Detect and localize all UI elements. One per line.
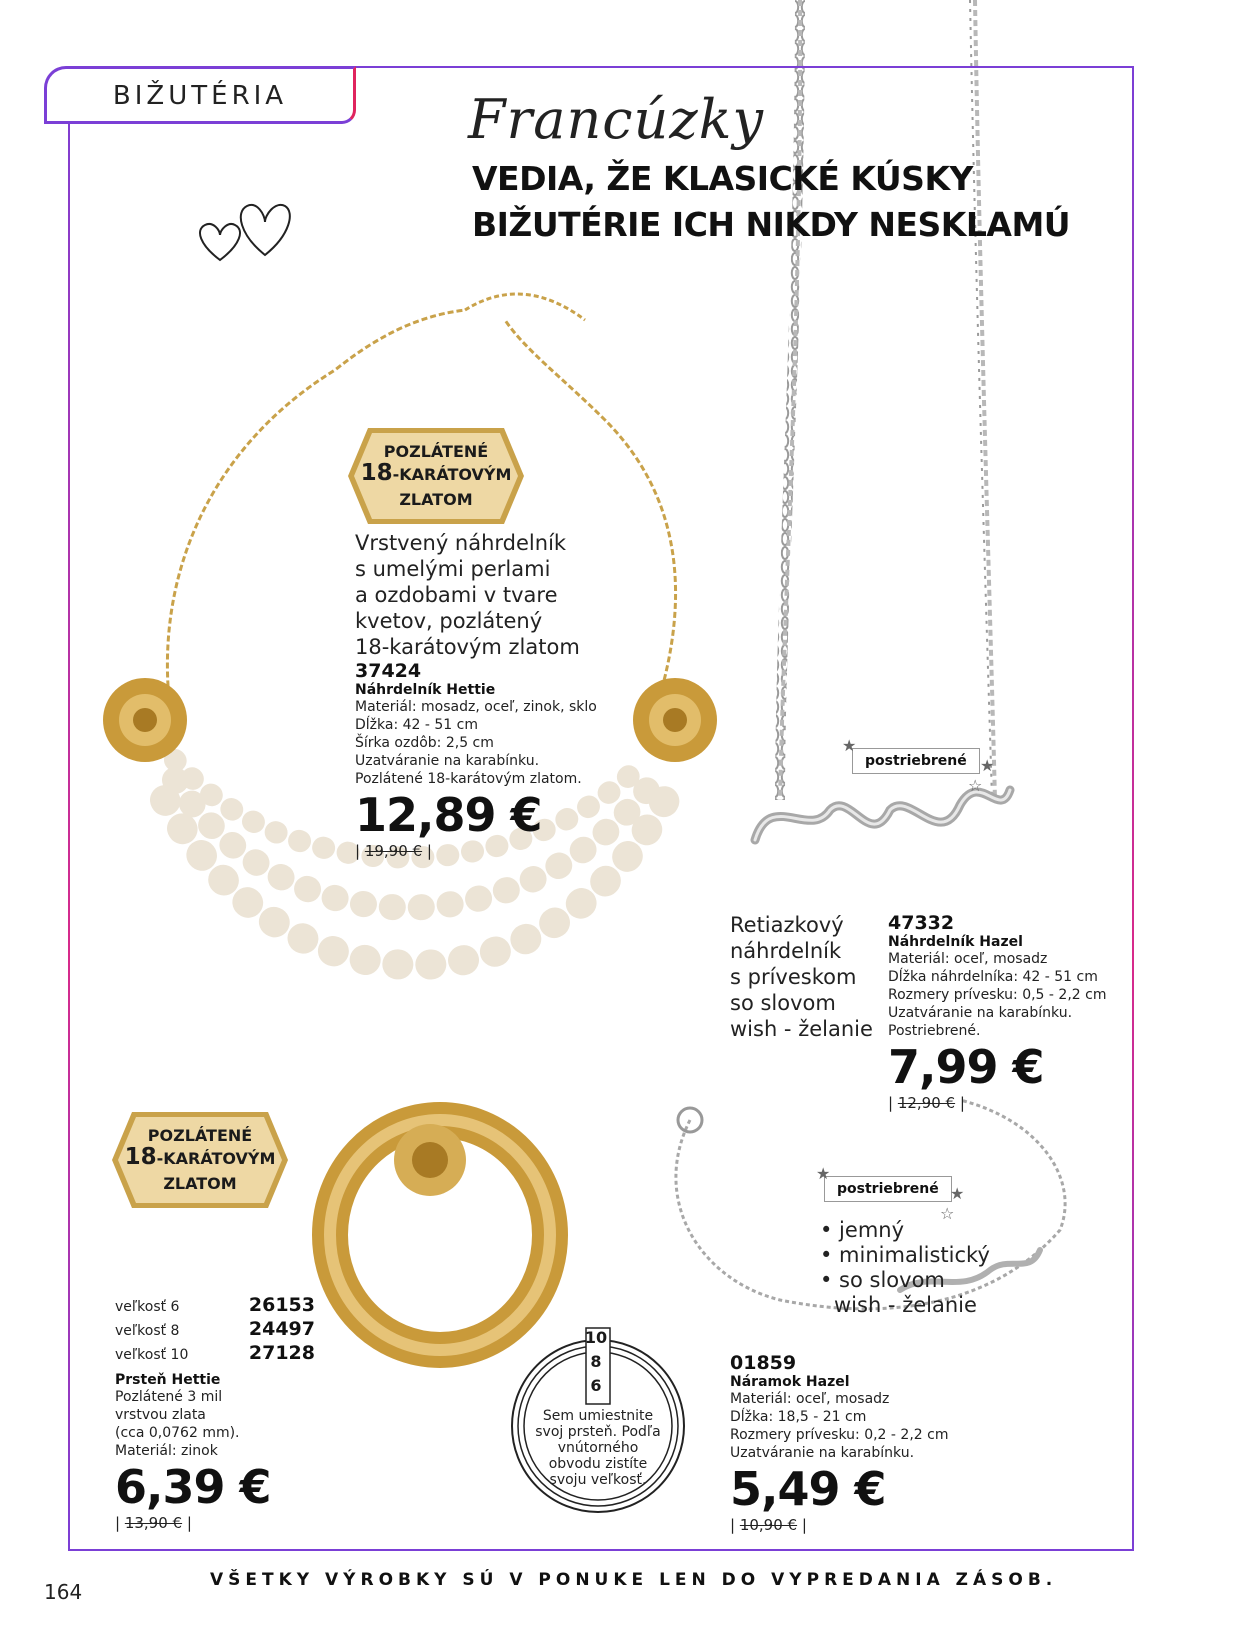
product-specs: Pozlátené 3 mil vrstvou zlata (cca 0,0762 mm). Materiál: zinok <box>115 1389 240 1459</box>
page-number: 164 <box>44 1580 83 1604</box>
product-specs: Materiál: mosadz, oceľ, zinok, sklo Dĺžka: 42 - 51 cm Šírka ozdôb: 2,5 cm Uzatváranie na karabínku. Pozlátené 18-karátovým zlatom. <box>355 699 597 787</box>
badge-line3: ZLATOM <box>163 1174 237 1193</box>
bracelet-hazel-info <box>730 1352 1010 1534</box>
category-label: BIŽUTÉRIA <box>112 81 288 111</box>
product-specs: Materiál: oceľ, mosadz Dĺžka náhrdelníka: 42 - 51 cm Rozmery prívesku: 0,5 - 2,2 cm Uzatváranie na karabínku. Postriebrené. <box>888 951 1107 1039</box>
headline-line1: VEDIA, ŽE KLASICKÉ KÚSKY <box>472 159 973 198</box>
badge-line2: 18-KARÁTOVÝM <box>360 460 512 486</box>
size-row: veľkosť 8 24497 <box>115 1318 315 1340</box>
badge-line3: ZLATOM <box>399 490 473 509</box>
product-code: 37424 <box>355 660 422 682</box>
product-name: Prsteň Hettie <box>115 1372 221 1388</box>
badge-line1: POZLÁTENÉ <box>147 1126 253 1145</box>
bracelet-features: • jemný • minimalistický • so slovom wish - želanie <box>820 1218 990 1317</box>
badge-line1: POZLÁTENÉ <box>383 442 489 461</box>
product-price: 6,39 € <box>115 1460 271 1514</box>
ring-hettie-info <box>115 1294 315 1532</box>
star-icon: ★ <box>842 736 857 755</box>
star-icon: ★ <box>816 1164 831 1183</box>
product-specs: Materiál: oceľ, mosadz Dĺžka: 18,5 - 21 cm Rozmery prívesku: 0,2 - 2,2 cm Uzatváranie na karabínku. <box>730 1391 949 1461</box>
product-price: 7,99 € <box>888 1040 1044 1094</box>
old-price: | 19,90 € | <box>355 842 432 860</box>
hearts-icon <box>195 200 295 270</box>
silver-plated-badge: postriebrené <box>852 748 980 774</box>
size-row: veľkosť 10 27128 <box>115 1342 315 1364</box>
silver-plated-badge: postriebrené <box>824 1176 952 1202</box>
star-icon: ☆ <box>968 776 983 795</box>
size-row: veľkosť 6 26153 <box>115 1294 315 1316</box>
product-code: 01859 <box>730 1352 797 1374</box>
star-icon: ★ <box>950 1184 965 1203</box>
gold-plated-badge <box>112 1112 288 1208</box>
ring-sizer-numbers: 10 8 6 <box>584 1328 608 1395</box>
old-price: | 10,90 € | <box>730 1516 807 1534</box>
footer-notice: VŠETKY VÝROBKY SÚ V PONUKE LEN DO VYPREDANIA ZÁSOB. <box>210 1570 1058 1590</box>
necklace-hazel-description: Retiazkový náhrdelník s príveskom so slovom wish - želanie <box>730 913 873 1041</box>
gold-plated-badge <box>348 428 524 524</box>
old-price: | 12,90 € | <box>888 1094 965 1112</box>
headline-line2: BIŽUTÉRIE ICH NIKDY NESKLAMÚ <box>472 205 1071 244</box>
product-name: Náhrdelník Hettie <box>355 682 496 698</box>
necklace-hazel-info <box>888 912 1128 1112</box>
ring-sizer-text: Sem umiestnite svoj prsteň. Podľa vnútorného obvodu zistíte svoju veľkosť. <box>535 1408 661 1488</box>
product-price: 12,89 € <box>355 788 542 842</box>
product-code: 47332 <box>888 912 955 934</box>
star-icon: ★ <box>980 756 995 775</box>
badge-line2: 18-KARÁTOVÝM <box>124 1144 276 1170</box>
product-description: Vrstvený náhrdelník s umelými perlami a ozdobami v tvare kvetov, pozlátený 18-karátovým zlatom <box>355 531 580 659</box>
necklace-hettie-info <box>355 530 655 860</box>
script-title: Francúzky <box>468 88 764 151</box>
category-tab <box>44 66 356 124</box>
headline <box>472 156 1070 248</box>
star-icon: ☆ <box>940 1204 955 1223</box>
product-name: Náhrdelník Hazel <box>888 934 1023 950</box>
product-name: Náramok Hazel <box>730 1374 850 1390</box>
product-price: 5,49 € <box>730 1462 886 1516</box>
old-price: | 13,90 € | <box>115 1514 192 1532</box>
